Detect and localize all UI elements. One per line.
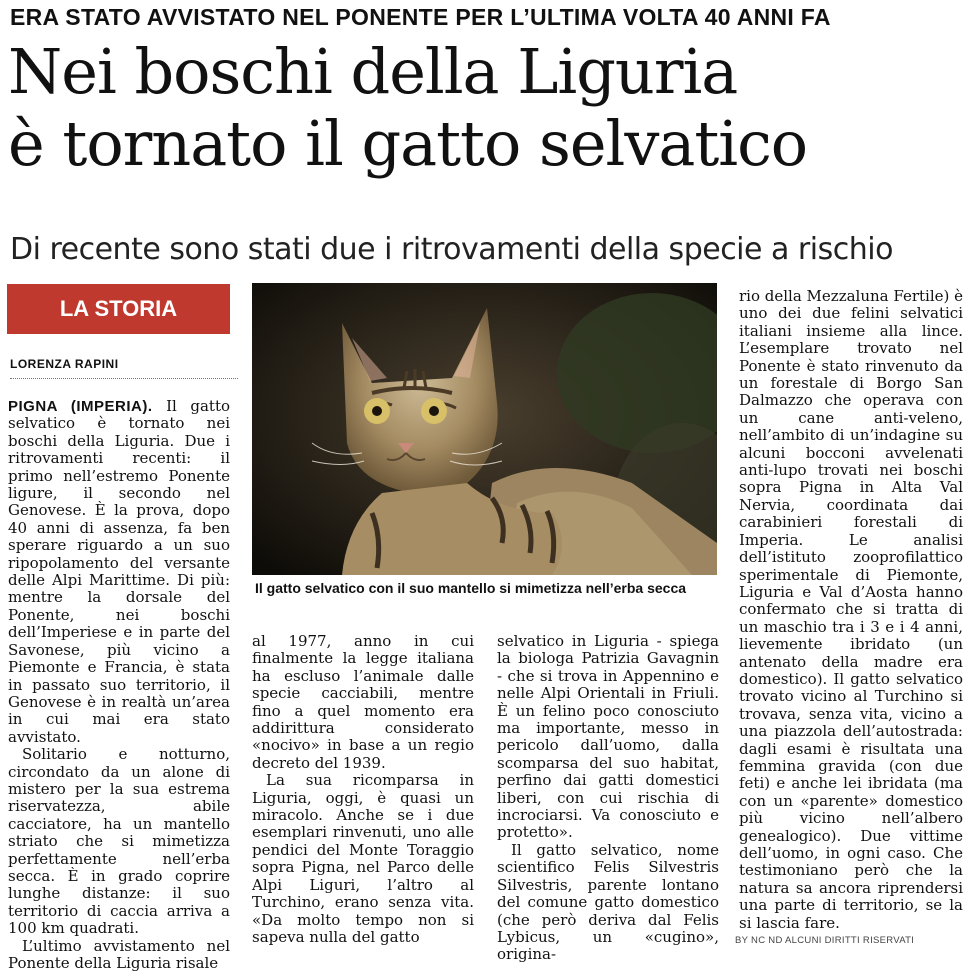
column-4-paragraph: rio della Mezzaluna Fertile) è uno dei due felini selvatici italiani insieme alla lince. L’esemplare trovato nel Ponente è stato rinvenuto da un forestale di Borgo San Dalmazzo che operava con un cane anti-veleno, nell’ambito di un’indagine su alcuni bocconi avvelenati anti-lupo trovati nei boschi sopra Pigna in Alta Val Nervia, coordinata dai carabinieri forestali di Imperia. Le analisi dell’istituto zooprofilattico sperimentale di Piemonte, Liguria e Val d’Aosta hanno confermato che si tratta di un maschio tra i 3 e i 4 anni, lievemente ibridato (un antenato della madre era domestico). Il gatto selvatico trovato vicino al Turchino si trovava, senza vita, vicino a una piazzola dell’autostrada: dagli esami è risultata una femmina gravida (con due feti) e anche lei ibridata (ma con un «parente» domestico più vicino nell’albero genealogico). Due vittime dell’uomo, in ogni caso. Che testimoniano però che la natura sa ancora riprendersi una parte di territorio, se la si lascia fare.: [739, 287, 963, 932]
headline-line-1: Nei boschi della Liguria: [8, 35, 738, 108]
column-1-paragraph: PIGNA (IMPERIA). Il gatto selvatico è tornato nei boschi della Liguria. Due i ritrovamenti recenti: il primo nell’estremo Ponente ligure, il secondo nel Genovese. È la prova, dopo 40 anni di assenza, fa ben sperare riguardo a un suo ripopolamento del versante delle Alpi Marittime. Di più: mentre la dorsale del Ponente, nei boschi dell’Imperiese e in parte del Savonese, più vicino a Piemonte e Francia, è stata in passato suo territorio, il Genovese è in realtà un’area in cui mai era stato avvistato.: [8, 397, 231, 746]
headline-line-2: è tornato il gatto selvatico: [8, 107, 808, 180]
column-1-paragraph: Solitario e notturno, circondato da un alone di mistero per la sua estrema riservatezza, abile cacciatore, ha un mantello striato che si mimetizza perfettamente nell’erba secca. È in grado coprire lunghe distanze: il suo territorio di caccia arriva a 100 km quadrati.: [8, 745, 230, 938]
copyright-notice: BY NC ND ALCUNI DIRITTI RISERVATI: [735, 935, 915, 946]
photo-caption: Il gatto selvatico con il suo mantello si mimetizza nell’erba secca: [255, 580, 687, 596]
column-2-paragraph: La sua ricomparsa in Liguria, oggi, è quasi un miracolo. Anche se i due esemplari rinvenuti, uno alle pendici del Monte Toraggio sopra Pigna, nel Parco delle Alpi Liguri, l’altro al Turchino, erano senza vita. «Da molto tempo non si sapeva nulla del gatto: [252, 771, 474, 946]
dateline: PIGNA (IMPERIA).: [8, 398, 153, 415]
wildcat-photo: [252, 283, 717, 575]
article-column-1: [8, 398, 230, 972]
column-3-paragraph: Il gatto selvatico, nome scientifico Felis Silvestris Silvestris, parente lontano del comune gatto domestico (che però deriva dal Felis Lybicus, un «cugino», origina-: [497, 840, 719, 964]
wildcat-illustration: [252, 283, 717, 575]
article-column-3: [497, 633, 719, 964]
subheadline: Di recente sono stati due i ritrovamenti della specie a rischio: [10, 232, 893, 267]
section-label: [7, 284, 230, 334]
byline-divider: [10, 378, 238, 379]
headline: [8, 36, 807, 180]
kicker: ERA STATO AVVISTATO NEL PONENTE PER L’ULTIMA VOLTA 40 ANNI FA: [10, 4, 831, 30]
byline: LORENZA RAPINI: [10, 357, 119, 371]
article-column-2: [252, 633, 474, 946]
column-1-paragraph: L’ultimo avvistamento nel Ponente della Liguria risale: [8, 936, 230, 972]
article-column-4: [739, 288, 963, 932]
section-label-text: LA STORIA: [59, 296, 178, 321]
column-2-paragraph: al 1977, anno in cui finalmente la legge italiana ha escluso l’animale dalle specie cacciabili, mentre fino a quel momento era addirittura considerato «nocivo» in base a un regio decreto del 1939.: [252, 632, 474, 772]
column-3-paragraph: selvatico in Liguria - spiega la biologa Patrizia Gavagnin - che si trova in Appennino e nelle Alpi Orientali in Friuli. È un felino poco conosciuto ma importante, messo in pericolo dall’uomo, dalla scomparsa del suo habitat, perfino dai gatti domestici liberi, con cui rischia di incrociarsi. Va conosciuto e protetto».: [497, 632, 719, 842]
